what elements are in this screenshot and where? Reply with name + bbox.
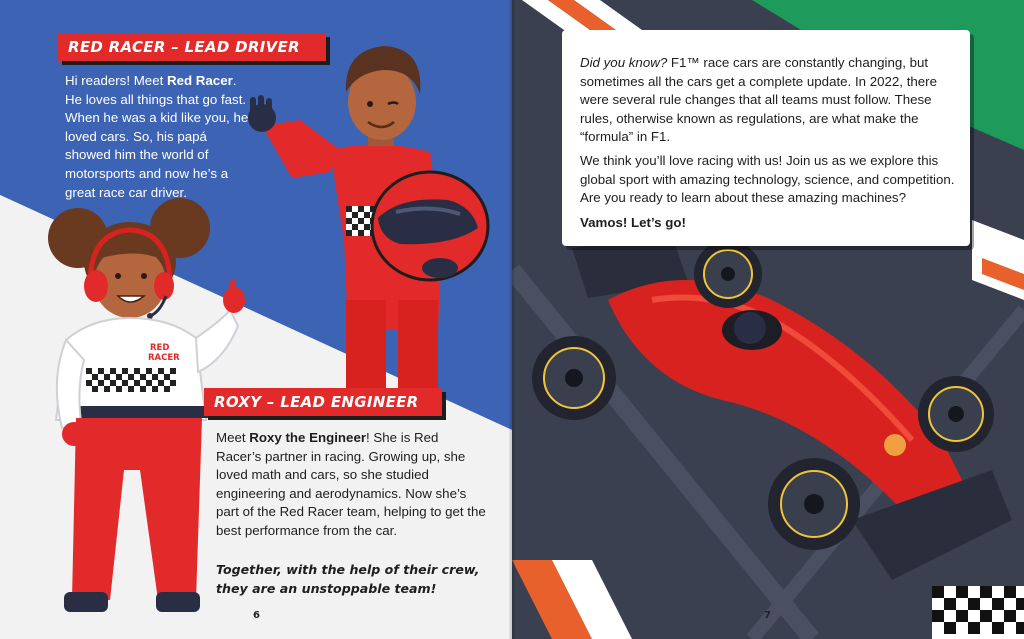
- red-racer-bio-intro: Hi readers! Meet: [65, 73, 167, 88]
- nose-emblem: [884, 434, 906, 456]
- red-racer-name: Red Racer: [166, 73, 233, 88]
- red-racer-bio-rest: . He loves all things that go fast. When he was a kid like you, he loved cars. So, his papá showed him the world of motorsports and now he’s a great race car driver.: [65, 73, 249, 200]
- shoe-icon: [156, 592, 200, 612]
- shoe-icon: [64, 592, 108, 612]
- driver-helmet-icon: [734, 312, 766, 344]
- checkered-flag-icon: [932, 586, 1024, 639]
- roxy-banner: ROXY – LEAD ENGINEER: [204, 388, 442, 416]
- wheel-icon: [918, 376, 994, 452]
- page-number-right: 7: [764, 610, 771, 621]
- red-racer-banner: RED RACER – LEAD DRIVER: [58, 33, 326, 61]
- did-you-know-card: [562, 30, 970, 246]
- checkered-band-icon: [86, 368, 176, 392]
- page-number-left: 6: [253, 610, 260, 621]
- helmet-icon: [372, 172, 488, 280]
- page-gutter: [509, 0, 515, 639]
- jacket-logo-line1: RED: [150, 343, 170, 353]
- did-you-know-paragraph: [580, 54, 960, 147]
- did-you-know-label: Did you know?: [580, 55, 668, 70]
- red-racer-bio: [65, 72, 251, 202]
- intro-paragraph: We think you’ll love racing with us! Join us as we explore this global sport with amazing technology, science, and competition. Are you ready to learn about these amazing machines?: [580, 153, 955, 206]
- jacket-logo-line2: RACER: [148, 353, 180, 363]
- closing-statement: [216, 560, 496, 598]
- closing-line-2: they are an unstoppable team!: [216, 581, 437, 596]
- did-you-know-text: F1™ race cars are constantly changing, but sometimes all the cars get a complete update. In 2022, there were several rule changes that all teams must follow. These rules, otherwise known as regulations, are what make the “formula” in F1.: [580, 55, 938, 145]
- roxy-bio: [216, 429, 486, 541]
- closing-line-1: Together, with the help of their crew,: [216, 562, 480, 577]
- wheel-icon: [694, 240, 762, 308]
- wheel-icon: [532, 336, 616, 420]
- roxy-bio-rest: ! She is Red Racer’s partner in racing. Growing up, she loved math and cars, so she studied engineering and aerodynamics. Now she’s part of the Red Racer team, helping to get the best performance from the car.: [216, 430, 486, 538]
- lets-go-line: Vamos! Let’s go!: [580, 215, 686, 230]
- roxy-name: Roxy the Engineer: [249, 430, 367, 445]
- wheel-icon: [768, 458, 860, 550]
- roxy-bio-intro: Meet: [216, 430, 250, 445]
